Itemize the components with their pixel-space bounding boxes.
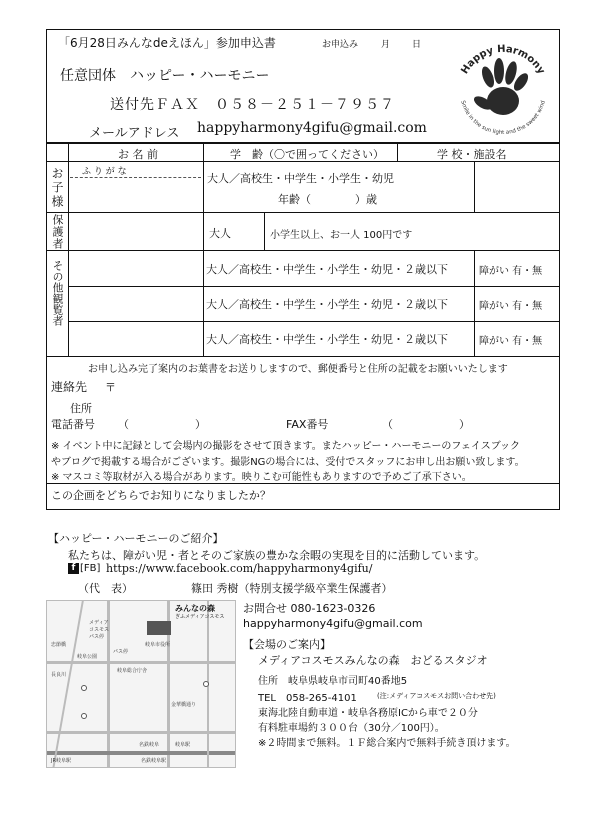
map-label: パス停 [89, 634, 105, 640]
apply-date-label: お申込み [322, 40, 359, 50]
child-grade-options[interactable]: 大人／高校生・中学生・小学生・幼児 [207, 172, 394, 185]
col-header-name: お 名 前 [118, 148, 158, 161]
venue-parking: 有料駐車場約３００台（30分／100円）。 [258, 723, 445, 734]
other-disability-2[interactable]: 障がい 有・無 [479, 301, 543, 312]
venue-address: 住所 岐阜県岐阜市司町40番地5 [258, 676, 408, 687]
inquiry-email[interactable]: happyharmony4gifu@gmail.com [243, 617, 423, 630]
fax-number: 送付先ＦＡＸ ０５８－２５１－７９５７ [110, 97, 395, 113]
map-label: JR岐阜駅 [51, 758, 71, 764]
furigana-label: ふ り が な [82, 167, 127, 177]
row-label-child: お子様 [50, 167, 64, 209]
map-road [52, 601, 84, 768]
map-route-marker [203, 681, 209, 687]
other-name-field-1[interactable] [70, 252, 201, 284]
grid-line [46, 212, 560, 213]
representative-label: （代 表） [78, 582, 133, 595]
col-header-age: 学 齢（〇で囲ってください） [230, 148, 384, 161]
intro-body: 私たちは、障がい児・者とそのご家族の豊かな余暇の実現を目的に活動しています。 [68, 549, 486, 562]
venue-tel: TEL 058-265-4101 [258, 693, 357, 704]
other-name-field-3[interactable] [70, 323, 201, 354]
grid-line [264, 212, 265, 250]
map-route-marker [81, 713, 87, 719]
row-label-guardian: 保護者 [51, 214, 64, 250]
grid-line [68, 286, 560, 287]
map-label: 岐阜駅 [175, 742, 191, 748]
map-label: 名鉄岐阜 [139, 742, 160, 748]
representative-name: 篠田 秀樹（特別支援学級卒業生保護者） [191, 582, 393, 595]
child-school-field[interactable] [476, 163, 558, 210]
postal-mark: 〒 [105, 381, 116, 394]
child-age-field[interactable]: 年齢（ ）歳 [278, 193, 377, 206]
guardian-fee-note: 小学生以上、お一人 100円です [270, 230, 413, 241]
intro-heading: 【ハッピー・ハーモニーのご紹介】 [48, 532, 224, 545]
apply-month-label: 月 [381, 40, 391, 50]
venue-name: メディアコスモスみんなの森 おどるスタジオ [258, 654, 488, 667]
facebook-label: [FB] [80, 563, 101, 574]
map-label: 忠節橋 [51, 642, 67, 648]
other-disability-3[interactable]: 障がい 有・無 [479, 336, 543, 347]
map-label: 岐阜市役所 [145, 642, 171, 648]
form-title: 「6月28日みんなdeえほん」参加申込書 [58, 36, 276, 50]
other-name-field-2[interactable] [70, 288, 201, 319]
logo-arc-tagline: Smile in the sun light and the sweet wind [459, 100, 547, 137]
postal-notice: お申し込み完了案内のお葉書をお送りしますので、郵便番号と住所の記載をお願いいたします [88, 364, 508, 375]
other-grade-options-2[interactable]: 大人／高校生・中学生・小学生・幼児・２歳以下 [206, 298, 448, 311]
col-header-school: 学 校・施設名 [437, 148, 507, 161]
press-notice: ※ マスコミ等取材が入る場合があります。映りこむ可能性もありますので予めご了承下さい。 [51, 472, 472, 483]
venue-access: 東海北陸自動車道・岐阜各務原ICから車で２０分 [258, 708, 478, 719]
fax-label: FAX番号 [286, 418, 329, 431]
map-label: 岐阜総合庁舎 [117, 668, 148, 674]
email-label: メールアドレス [89, 126, 180, 141]
venue-map [46, 600, 236, 768]
photo-notice-1: ※ イベント中に記録として会場内の撮影をさせて頂きます。またハッピー・ハーモニーのフェイスブック [51, 441, 521, 452]
other-disability-1[interactable]: 障がい 有・無 [479, 266, 543, 277]
map-label: メディア [89, 620, 109, 626]
map-route-marker [81, 685, 87, 691]
grid-line [397, 143, 398, 161]
facebook-icon: f [68, 563, 79, 574]
grid-line [46, 356, 560, 357]
grid-line [46, 250, 560, 251]
postal-code-field[interactable] [116, 376, 416, 394]
guardian-name-field[interactable] [70, 214, 201, 248]
inquiry-phone: お問合せ 080-1623-0326 [243, 602, 376, 615]
grid-line [46, 483, 560, 484]
venue-marker [147, 621, 171, 635]
referral-answer-field[interactable] [51, 500, 556, 508]
group-name: 任意団体 ハッピー・ハーモニー [60, 68, 270, 84]
phone-label: 電話番号 [51, 418, 95, 431]
venue-heading: 【会場のご案内】 [243, 638, 331, 651]
grid-line [474, 161, 475, 212]
venue-parking-note: ※２時間まで無料。１Ｆ総合案内で無料手続き頂けます。 [258, 738, 516, 749]
map-label: 岐阜公園 [77, 654, 98, 660]
fax-field[interactable]: （ ） [382, 418, 470, 431]
apply-day-label: 日 [412, 40, 422, 50]
row-label-others: その他観覧者 [51, 260, 64, 326]
map-brand: みんなの森 [175, 604, 215, 613]
map-label: パス停 [113, 649, 129, 655]
logo-arc-title: Happy Harmony [459, 43, 547, 77]
contact-label: 連絡先 [51, 380, 88, 394]
grid-line [474, 250, 475, 356]
address-label: 住所 [70, 402, 92, 415]
happy-harmony-logo [448, 33, 558, 141]
guardian-adult-label: 大人 [209, 227, 231, 240]
grid-line [68, 321, 560, 322]
facebook-link[interactable]: https://www.facebook.com/happyharmony4gifu/ [106, 562, 373, 575]
map-label: 長良川 [51, 672, 67, 678]
other-grade-options-1[interactable]: 大人／高校生・中学生・小学生・幼児・２歳以下 [206, 263, 448, 276]
map-brand-sub: ぎふメディアコスモス [175, 614, 225, 620]
child-name-field[interactable] [70, 178, 201, 210]
referral-question: この企画をどちらでお知りになりましたか？ [51, 489, 271, 502]
address-field[interactable] [100, 398, 540, 414]
email-address: happyharmony4gifu@gmail.com [197, 120, 427, 136]
photo-notice-2: やブログで掲載する場合がございます。撮影NGの場合には、受付でスタッフにお申し出お願い致します。 [51, 457, 525, 468]
other-grade-options-3[interactable]: 大人／高校生・中学生・小学生・幼児・２歳以下 [206, 333, 448, 346]
map-label: 金華橋通り [171, 702, 197, 708]
venue-tel-note: (注:メディアコスモスお問い合わせ先) [377, 692, 496, 700]
map-label: 名鉄岐阜駅 [141, 758, 167, 764]
map-label: コスモス [89, 627, 110, 633]
phone-field[interactable]: （ ） [118, 418, 206, 431]
